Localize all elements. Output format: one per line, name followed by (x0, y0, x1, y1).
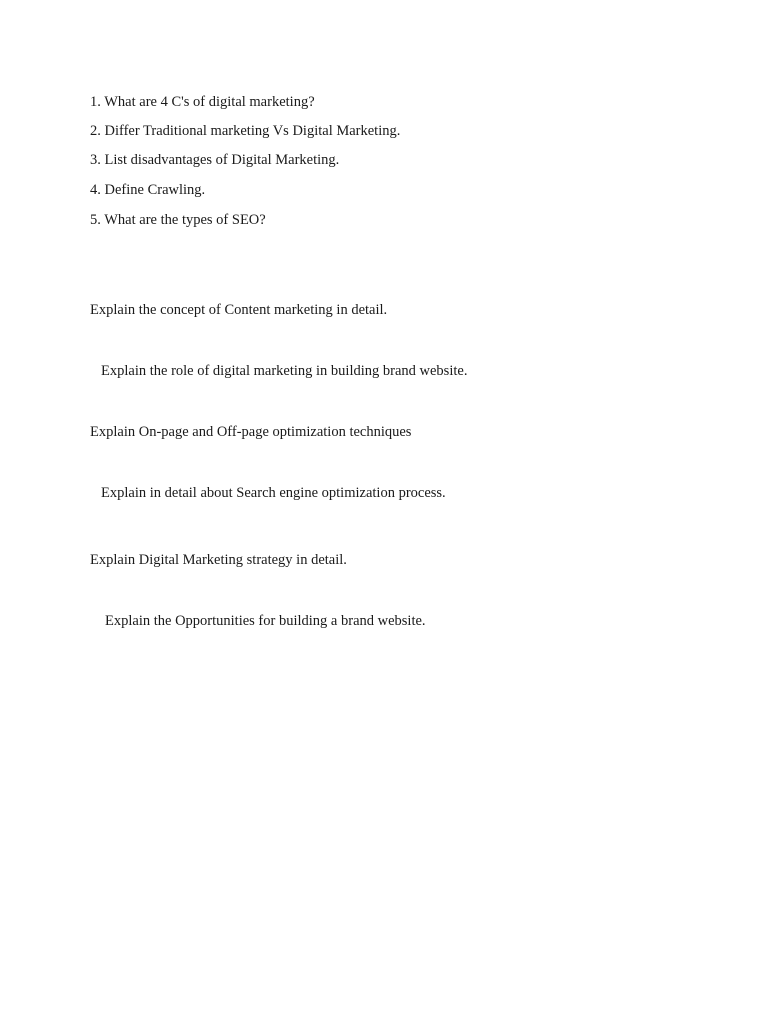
question-text: What are the types of SEO? (104, 212, 266, 228)
short-question-4 (90, 181, 205, 199)
question-number: 4. (90, 182, 101, 198)
long-question-4: Explain in detail about Search engine optimization process. (101, 485, 446, 501)
short-question-2 (90, 122, 400, 140)
short-question-1 (90, 93, 315, 111)
long-question-1: Explain the concept of Content marketing in detail. (90, 302, 388, 318)
short-question-3 (90, 151, 339, 169)
long-question-2: Explain the role of digital marketing in building brand website. (101, 363, 468, 379)
question-text: Differ Traditional marketing Vs Digital Marketing. (104, 123, 401, 139)
question-number: 3. (90, 152, 101, 168)
question-number: 5. (90, 212, 101, 228)
question-number: 1. (90, 94, 101, 110)
question-text: Define Crawling. (104, 182, 206, 198)
question-number: 2. (90, 123, 101, 139)
long-question-5: Explain Digital Marketing strategy in detail. (90, 552, 347, 568)
short-question-5 (90, 211, 266, 229)
question-text: What are 4 C's of digital marketing? (104, 94, 315, 110)
question-text: List disadvantages of Digital Marketing. (104, 152, 340, 168)
long-question-3: Explain On-page and Off-page optimization techniques (90, 424, 412, 440)
long-question-6: Explain the Opportunities for building a brand website. (105, 613, 426, 629)
